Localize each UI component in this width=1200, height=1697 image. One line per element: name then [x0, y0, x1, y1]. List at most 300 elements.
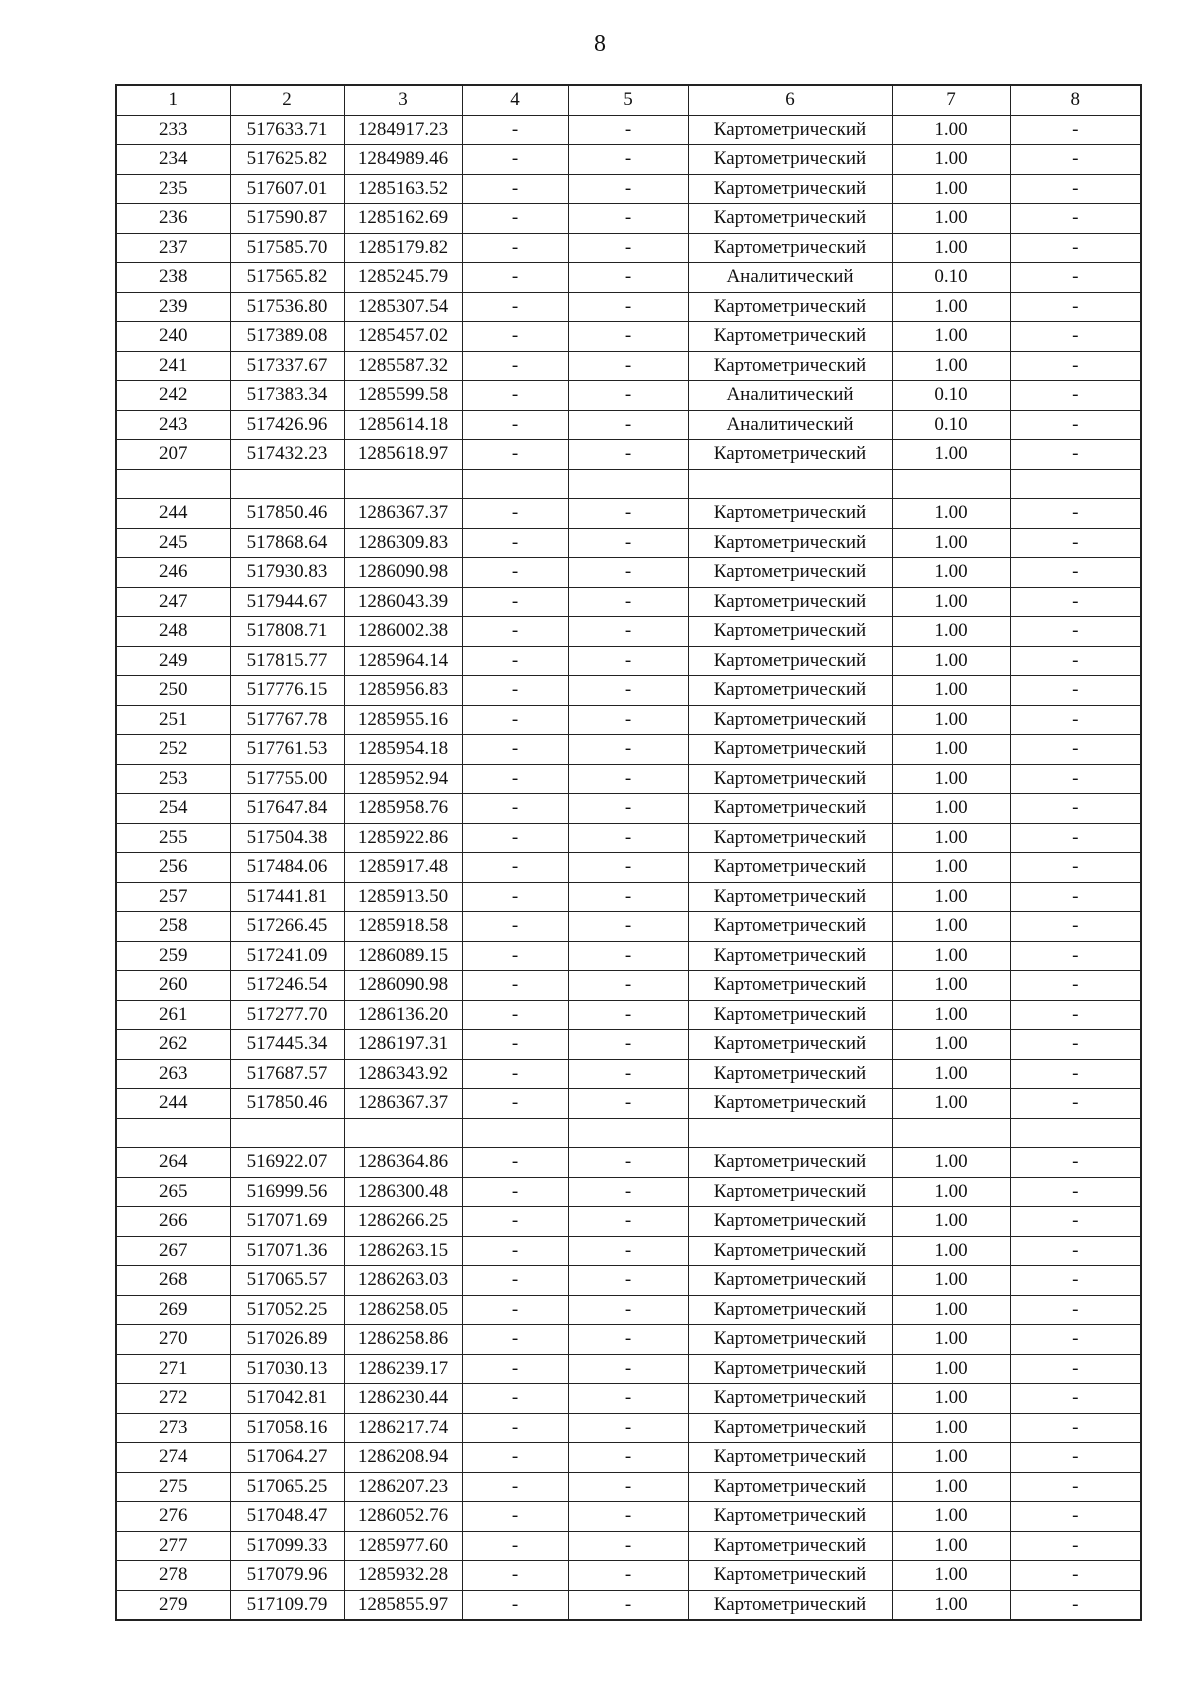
table-cell-col-7: 1.00: [892, 233, 1010, 263]
table-cell-col-4: -: [462, 263, 568, 293]
table-cell-col-1: 244: [116, 499, 230, 529]
table-cell-col-6: Картометрический: [688, 764, 892, 794]
table-cell-col-3: 1286090.98: [344, 971, 462, 1001]
table-cell-col-1: 233: [116, 115, 230, 145]
table-cell-col-4: -: [462, 410, 568, 440]
table-cell-col-7: 1.00: [892, 1295, 1010, 1325]
table-cell-col-6: Картометрический: [688, 1531, 892, 1561]
table-cell-col-5: -: [568, 1384, 688, 1414]
table-cell-col-1: 236: [116, 204, 230, 234]
table-row: [116, 1590, 1141, 1620]
table-cell-col-8: -: [1010, 1590, 1141, 1620]
table-cell-col-5: -: [568, 1413, 688, 1443]
table-cell-col-4: -: [462, 1207, 568, 1237]
table-cell-col-6: Картометрический: [688, 1030, 892, 1060]
table-cell-col-4: -: [462, 1531, 568, 1561]
table-separator-row: [116, 469, 1141, 499]
table-cell-col-6: Картометрический: [688, 587, 892, 617]
table-row: [116, 912, 1141, 942]
table-cell-col-3: [344, 1118, 462, 1148]
column-header-3: 3: [344, 85, 462, 115]
table-row: [116, 971, 1141, 1001]
table-cell-col-8: -: [1010, 646, 1141, 676]
table-row: [116, 1384, 1141, 1414]
table-cell-col-1: 247: [116, 587, 230, 617]
table-cell-col-3: 1286367.37: [344, 499, 462, 529]
table-row: [116, 1472, 1141, 1502]
table-separator-row: [116, 1118, 1141, 1148]
table-cell-col-2: 516922.07: [230, 1148, 344, 1178]
table-cell-col-1: 263: [116, 1059, 230, 1089]
table-cell-col-1: 246: [116, 558, 230, 588]
table-cell-col-3: 1286258.05: [344, 1295, 462, 1325]
table-cell-col-7: 1.00: [892, 1177, 1010, 1207]
table-cell-col-5: [568, 1118, 688, 1148]
table-cell-col-3: 1286052.76: [344, 1502, 462, 1532]
table-cell-col-6: Картометрический: [688, 115, 892, 145]
table-row: [116, 1266, 1141, 1296]
table-cell-col-8: -: [1010, 1502, 1141, 1532]
table-cell-col-6: Картометрический: [688, 322, 892, 352]
table-cell-col-8: -: [1010, 1059, 1141, 1089]
table-cell-col-7: 1.00: [892, 1384, 1010, 1414]
table-cell-col-8: -: [1010, 1354, 1141, 1384]
table-cell-col-8: -: [1010, 1000, 1141, 1030]
table-cell-col-5: -: [568, 558, 688, 588]
table-row: [116, 528, 1141, 558]
table-row: [116, 1207, 1141, 1237]
table-cell-col-1: 266: [116, 1207, 230, 1237]
table-cell-col-4: -: [462, 1000, 568, 1030]
table-cell-col-4: -: [462, 1561, 568, 1591]
table-cell-col-4: -: [462, 1295, 568, 1325]
table-cell-col-2: 516999.56: [230, 1177, 344, 1207]
table-cell-col-5: -: [568, 587, 688, 617]
table-row: [116, 882, 1141, 912]
table-cell-col-2: 517383.34: [230, 381, 344, 411]
table-row: [116, 823, 1141, 853]
table-cell-col-8: -: [1010, 1207, 1141, 1237]
table-cell-col-2: 517071.36: [230, 1236, 344, 1266]
table-cell-col-8: -: [1010, 1177, 1141, 1207]
table-cell-col-7: 1.00: [892, 1413, 1010, 1443]
table-cell-col-6: Картометрический: [688, 1384, 892, 1414]
table-cell-col-7: 0.10: [892, 410, 1010, 440]
table-cell-col-2: 517815.77: [230, 646, 344, 676]
table-cell-col-2: [230, 1118, 344, 1148]
table-cell-col-4: -: [462, 882, 568, 912]
table-cell-col-2: 517277.70: [230, 1000, 344, 1030]
table-row: [116, 1443, 1141, 1473]
table-cell-col-6: Картометрический: [688, 941, 892, 971]
table-cell-col-2: 517426.96: [230, 410, 344, 440]
table-cell-col-5: -: [568, 145, 688, 175]
table-cell-col-1: 272: [116, 1384, 230, 1414]
table-cell-col-6: Картометрический: [688, 971, 892, 1001]
table-cell-col-8: -: [1010, 410, 1141, 440]
table-cell-col-3: 1285587.32: [344, 351, 462, 381]
table-cell-col-1: 241: [116, 351, 230, 381]
table-cell-col-6: Картометрический: [688, 174, 892, 204]
table-cell-col-1: 270: [116, 1325, 230, 1355]
table-cell-col-7: 1.00: [892, 941, 1010, 971]
table-cell-col-2: 517246.54: [230, 971, 344, 1001]
table-cell-col-7: 1.00: [892, 705, 1010, 735]
table-cell-col-4: -: [462, 233, 568, 263]
table-cell-col-6: Картометрический: [688, 528, 892, 558]
table-cell-col-2: 517109.79: [230, 1590, 344, 1620]
table-cell-col-4: -: [462, 823, 568, 853]
table-cell-col-2: 517030.13: [230, 1354, 344, 1384]
table-cell-col-6: Картометрический: [688, 1502, 892, 1532]
table-row: [116, 322, 1141, 352]
table-row: [116, 145, 1141, 175]
table-cell-col-5: -: [568, 1502, 688, 1532]
table-cell-col-8: -: [1010, 1295, 1141, 1325]
table-cell-col-2: 517565.82: [230, 263, 344, 293]
table-cell-col-4: -: [462, 1325, 568, 1355]
table-cell-col-8: [1010, 469, 1141, 499]
table-row: [116, 646, 1141, 676]
table-cell-col-5: -: [568, 1561, 688, 1591]
table-cell-col-5: [568, 469, 688, 499]
table-cell-col-5: -: [568, 1266, 688, 1296]
table-cell-col-2: 517850.46: [230, 1089, 344, 1119]
table-cell-col-1: 240: [116, 322, 230, 352]
table-cell-col-5: -: [568, 853, 688, 883]
table-cell-col-6: Картометрический: [688, 1207, 892, 1237]
table-row: [116, 440, 1141, 470]
table-cell-col-8: -: [1010, 1472, 1141, 1502]
table-cell-col-8: -: [1010, 499, 1141, 529]
table-cell-col-2: 517850.46: [230, 499, 344, 529]
table-cell-col-2: 517389.08: [230, 322, 344, 352]
table-cell-col-7: 1.00: [892, 1030, 1010, 1060]
table-cell-col-7: 1.00: [892, 794, 1010, 824]
table-cell-col-3: 1286002.38: [344, 617, 462, 647]
table-cell-col-6: Картометрический: [688, 617, 892, 647]
table-cell-col-7: 1.00: [892, 292, 1010, 322]
table-cell-col-8: -: [1010, 1561, 1141, 1591]
table-row: [116, 735, 1141, 765]
table-cell-col-7: 1.00: [892, 558, 1010, 588]
table-cell-col-7: 0.10: [892, 381, 1010, 411]
table-cell-col-8: -: [1010, 1531, 1141, 1561]
table-row: [116, 1561, 1141, 1591]
table-cell-col-8: [1010, 1118, 1141, 1148]
table-cell-col-6: Картометрический: [688, 1266, 892, 1296]
table-cell-col-6: Картометрический: [688, 1148, 892, 1178]
table-cell-col-8: -: [1010, 1384, 1141, 1414]
table-cell-col-5: -: [568, 381, 688, 411]
table-cell-col-6: Картометрический: [688, 823, 892, 853]
table-cell-col-8: -: [1010, 558, 1141, 588]
table-cell-col-8: -: [1010, 204, 1141, 234]
table-row: [116, 410, 1141, 440]
table-row: [116, 292, 1141, 322]
table-cell-col-1: 237: [116, 233, 230, 263]
table-cell-col-4: -: [462, 1266, 568, 1296]
table-cell-col-8: -: [1010, 1325, 1141, 1355]
table-cell-col-5: -: [568, 1325, 688, 1355]
table-cell-col-5: -: [568, 204, 688, 234]
table-cell-col-1: 278: [116, 1561, 230, 1591]
table-row: [116, 1531, 1141, 1561]
table-cell-col-7: 1.00: [892, 912, 1010, 942]
table-cell-col-7: 1.00: [892, 499, 1010, 529]
table-cell-col-6: Картометрический: [688, 292, 892, 322]
table-cell-col-2: 517079.96: [230, 1561, 344, 1591]
table-cell-col-2: 517441.81: [230, 882, 344, 912]
table-cell-col-3: 1285599.58: [344, 381, 462, 411]
table-cell-col-5: -: [568, 1177, 688, 1207]
table-cell-col-2: 517065.25: [230, 1472, 344, 1502]
table-cell-col-4: -: [462, 1472, 568, 1502]
table-row: [116, 204, 1141, 234]
table-cell-col-8: -: [1010, 1089, 1141, 1119]
table-row: [116, 1295, 1141, 1325]
table-cell-col-8: -: [1010, 1030, 1141, 1060]
table-cell-col-7: 1.00: [892, 528, 1010, 558]
table-cell-col-3: 1286367.37: [344, 1089, 462, 1119]
table-cell-col-6: Картометрический: [688, 1354, 892, 1384]
table-cell-col-1: 248: [116, 617, 230, 647]
table-cell-col-6: Картометрический: [688, 1472, 892, 1502]
table-cell-col-5: -: [568, 912, 688, 942]
table-cell-col-2: 517944.67: [230, 587, 344, 617]
table-cell-col-8: -: [1010, 617, 1141, 647]
table-cell-col-8: -: [1010, 322, 1141, 352]
table-cell-col-5: -: [568, 410, 688, 440]
column-header-6: 6: [688, 85, 892, 115]
table-cell-col-2: 517026.89: [230, 1325, 344, 1355]
table-cell-col-5: -: [568, 646, 688, 676]
table-cell-col-2: 517058.16: [230, 1413, 344, 1443]
table-cell-col-3: 1285162.69: [344, 204, 462, 234]
table-cell-col-4: -: [462, 174, 568, 204]
table-cell-col-1: 249: [116, 646, 230, 676]
table-cell-col-2: 517625.82: [230, 145, 344, 175]
table-cell-col-2: 517755.00: [230, 764, 344, 794]
table-cell-col-4: -: [462, 735, 568, 765]
table-cell-col-3: 1286263.15: [344, 1236, 462, 1266]
table-cell-col-3: 1285956.83: [344, 676, 462, 706]
table-row: [116, 174, 1141, 204]
table-cell-col-7: 0.10: [892, 263, 1010, 293]
column-header-1: 1: [116, 85, 230, 115]
table-cell-col-1: 258: [116, 912, 230, 942]
table-cell-col-3: 1286136.20: [344, 1000, 462, 1030]
table-cell-col-1: 257: [116, 882, 230, 912]
table-cell-col-3: 1285913.50: [344, 882, 462, 912]
table-cell-col-6: Картометрический: [688, 204, 892, 234]
table-cell-col-7: 1.00: [892, 1325, 1010, 1355]
table-cell-col-3: 1286197.31: [344, 1030, 462, 1060]
table-cell-col-7: 1.00: [892, 145, 1010, 175]
table-row: [116, 941, 1141, 971]
table-cell-col-3: 1286239.17: [344, 1354, 462, 1384]
table-cell-col-1: 243: [116, 410, 230, 440]
table-cell-col-5: -: [568, 499, 688, 529]
table-cell-col-2: 517776.15: [230, 676, 344, 706]
table-cell-col-4: -: [462, 499, 568, 529]
table-cell-col-5: -: [568, 1148, 688, 1178]
table-cell-col-1: 242: [116, 381, 230, 411]
table-cell-col-3: 1286089.15: [344, 941, 462, 971]
table-cell-col-2: 517536.80: [230, 292, 344, 322]
table-row: [116, 853, 1141, 883]
table-cell-col-2: 517761.53: [230, 735, 344, 765]
table-cell-col-1: 265: [116, 1177, 230, 1207]
table-cell-col-1: 276: [116, 1502, 230, 1532]
table-cell-col-2: 517042.81: [230, 1384, 344, 1414]
table-cell-col-4: -: [462, 381, 568, 411]
table-cell-col-7: 1.00: [892, 1354, 1010, 1384]
table-cell-col-6: Картометрический: [688, 233, 892, 263]
table-cell-col-1: 255: [116, 823, 230, 853]
table-cell-col-1: 234: [116, 145, 230, 175]
table-cell-col-1: 254: [116, 794, 230, 824]
table-cell-col-4: -: [462, 440, 568, 470]
table-cell-col-2: 517337.67: [230, 351, 344, 381]
table-cell-col-4: -: [462, 853, 568, 883]
table-cell-col-3: 1285245.79: [344, 263, 462, 293]
column-header-8: 8: [1010, 85, 1141, 115]
table-cell-col-8: -: [1010, 853, 1141, 883]
table-cell-col-3: 1286043.39: [344, 587, 462, 617]
table-cell-col-4: -: [462, 145, 568, 175]
table-cell-col-1: 279: [116, 1590, 230, 1620]
table-cell-col-7: 1.00: [892, 676, 1010, 706]
column-header-2: 2: [230, 85, 344, 115]
table-cell-col-2: 517590.87: [230, 204, 344, 234]
table-cell-col-4: -: [462, 1177, 568, 1207]
table-cell-col-4: -: [462, 1413, 568, 1443]
table-cell-col-7: 1.00: [892, 1590, 1010, 1620]
table-cell-col-5: -: [568, 1590, 688, 1620]
table-cell-col-4: -: [462, 115, 568, 145]
table-cell-col-3: 1285163.52: [344, 174, 462, 204]
column-header-4: 4: [462, 85, 568, 115]
table-cell-col-2: 517930.83: [230, 558, 344, 588]
table-cell-col-1: 260: [116, 971, 230, 1001]
table-cell-col-4: -: [462, 528, 568, 558]
table-cell-col-3: 1285964.14: [344, 646, 462, 676]
table-cell-col-4: -: [462, 764, 568, 794]
table-cell-col-4: -: [462, 1148, 568, 1178]
table-cell-col-8: -: [1010, 381, 1141, 411]
table-cell-col-6: Аналитический: [688, 381, 892, 411]
table-cell-col-8: -: [1010, 794, 1141, 824]
table-cell-col-5: -: [568, 1236, 688, 1266]
table-cell-col-6: Картометрический: [688, 1236, 892, 1266]
table-cell-col-2: 517687.57: [230, 1059, 344, 1089]
table-row: [116, 351, 1141, 381]
table-cell-col-4: -: [462, 1502, 568, 1532]
table-cell-col-6: Картометрический: [688, 646, 892, 676]
table-cell-col-6: Картометрический: [688, 1561, 892, 1591]
table-cell-col-3: [344, 469, 462, 499]
table-cell-col-1: 275: [116, 1472, 230, 1502]
table-cell-col-8: -: [1010, 1413, 1141, 1443]
table-cell-col-5: -: [568, 941, 688, 971]
table-cell-col-1: 271: [116, 1354, 230, 1384]
table-cell-col-6: Картометрический: [688, 1325, 892, 1355]
table-cell-col-2: 517432.23: [230, 440, 344, 470]
table-cell-col-4: [462, 1118, 568, 1148]
table-cell-col-2: 517868.64: [230, 528, 344, 558]
table-cell-col-8: -: [1010, 1266, 1141, 1296]
table-cell-col-8: -: [1010, 145, 1141, 175]
table-row: [116, 1177, 1141, 1207]
table-cell-col-6: Картометрический: [688, 1177, 892, 1207]
table-cell-col-3: 1286364.86: [344, 1148, 462, 1178]
table-cell-col-6: Аналитический: [688, 263, 892, 293]
table-cell-col-4: -: [462, 617, 568, 647]
table-cell-col-6: Картометрический: [688, 1000, 892, 1030]
table-cell-col-4: -: [462, 322, 568, 352]
table-cell-col-3: 1286208.94: [344, 1443, 462, 1473]
table-cell-col-2: 517808.71: [230, 617, 344, 647]
table-cell-col-1: 245: [116, 528, 230, 558]
table-cell-col-6: Картометрический: [688, 145, 892, 175]
table-cell-col-6: [688, 469, 892, 499]
table-cell-col-8: -: [1010, 587, 1141, 617]
table-cell-col-8: -: [1010, 351, 1141, 381]
table-cell-col-4: -: [462, 1384, 568, 1414]
table-cell-col-8: -: [1010, 676, 1141, 706]
table-cell-col-8: -: [1010, 233, 1141, 263]
table-cell-col-5: -: [568, 971, 688, 1001]
table-cell-col-3: 1285932.28: [344, 1561, 462, 1591]
table-cell-col-1: [116, 469, 230, 499]
table-cell-col-4: -: [462, 558, 568, 588]
table-cell-col-5: -: [568, 764, 688, 794]
table-cell-col-1: 268: [116, 1266, 230, 1296]
table-cell-col-3: 1286263.03: [344, 1266, 462, 1296]
table-cell-col-1: 277: [116, 1531, 230, 1561]
table-cell-col-3: 1286207.23: [344, 1472, 462, 1502]
table-cell-col-8: -: [1010, 440, 1141, 470]
table-cell-col-4: -: [462, 1590, 568, 1620]
table-cell-col-6: Аналитический: [688, 410, 892, 440]
table-row: [116, 617, 1141, 647]
table-cell-col-5: -: [568, 882, 688, 912]
table-cell-col-7: 1.00: [892, 1148, 1010, 1178]
table-cell-col-3: 1286343.92: [344, 1059, 462, 1089]
table-cell-col-4: -: [462, 1059, 568, 1089]
table-cell-col-5: -: [568, 1207, 688, 1237]
table-cell-col-3: 1285918.58: [344, 912, 462, 942]
table-cell-col-7: 1.00: [892, 646, 1010, 676]
table-cell-col-3: 1284917.23: [344, 115, 462, 145]
table-cell-col-2: 517052.25: [230, 1295, 344, 1325]
table-cell-col-4: -: [462, 705, 568, 735]
table-cell-col-5: -: [568, 1354, 688, 1384]
table-cell-col-1: 264: [116, 1148, 230, 1178]
table-cell-col-1: 267: [116, 1236, 230, 1266]
table-row: [116, 1000, 1141, 1030]
table-cell-col-7: 1.00: [892, 971, 1010, 1001]
table-cell-col-6: Картометрический: [688, 853, 892, 883]
table-cell-col-8: -: [1010, 1443, 1141, 1473]
table-cell-col-6: Картометрический: [688, 558, 892, 588]
table-row: [116, 764, 1141, 794]
table-cell-col-7: 1.00: [892, 1236, 1010, 1266]
table-cell-col-7: 1.00: [892, 440, 1010, 470]
table-cell-col-7: 1.00: [892, 1266, 1010, 1296]
table-cell-col-1: 274: [116, 1443, 230, 1473]
